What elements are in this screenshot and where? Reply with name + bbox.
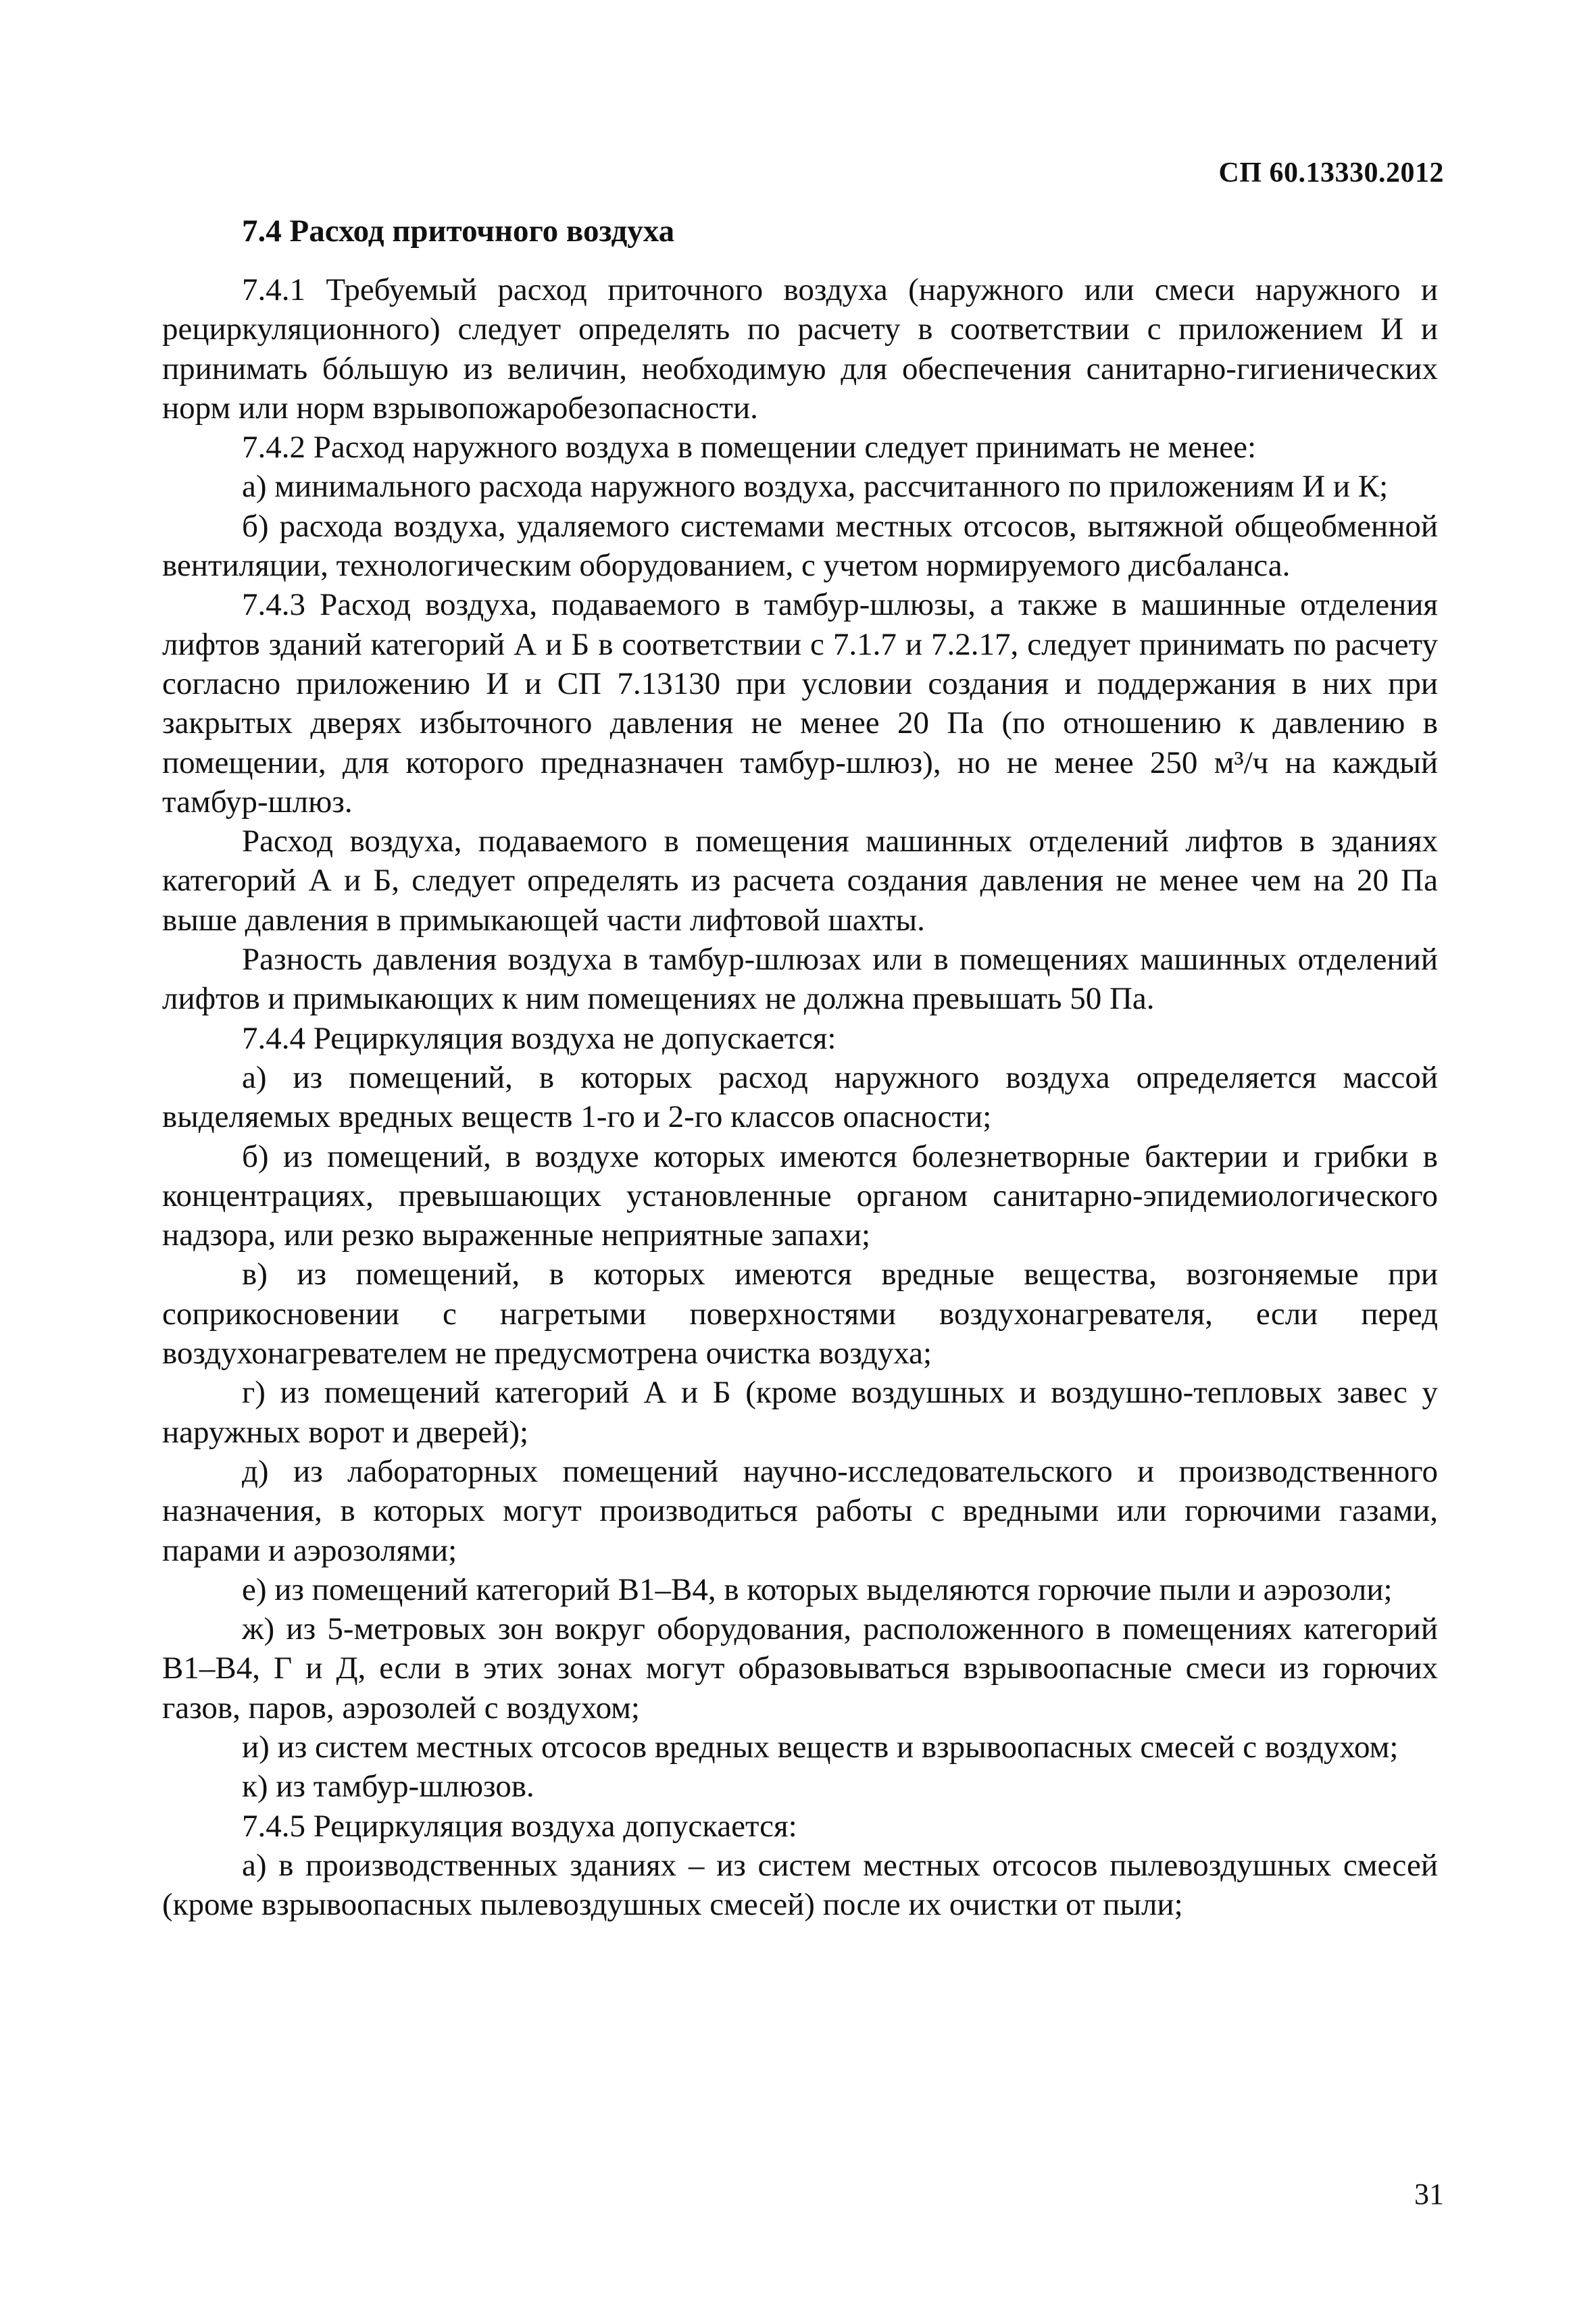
paragraph: 7.4.5 Рециркуляция воздуха допускается: xyxy=(242,1808,797,1844)
paragraph: 7.4.4 Рециркуляция воздуха не допускается: xyxy=(242,1020,837,1056)
paragraph: Разность давления воздуха в тамбур-шлюзах или в помещениях машинных отделений лифтов и примыкающих к ним помещениях не должна превышать 50 Па. xyxy=(162,942,1438,1017)
paragraph: г) из помещений категорий А и Б (кроме воздушных и воздушно-тепловых завес у наружных ворот и дверей); xyxy=(162,1375,1438,1450)
paragraph: а) из помещений, в которых расход наружного воздуха определяется массой выделяемых вредных веществ 1-го и 2-го классов опасности; xyxy=(162,1059,1438,1135)
paragraph: д) из лабораторных помещений научно-исследовательского и производственного назначения, в которых могут производиться работы с вредными или горючими газами, парами и аэрозолями; xyxy=(162,1453,1438,1568)
paragraph: 7.4.2 Расход наружного воздуха в помещении следует принимать не менее: xyxy=(242,430,1257,466)
paragraph: 7.4.1 Требуемый расход приточного воздуха (наружного или смеси наружного и рециркуляционного) следует определять по расчету в соответствии с приложением И и принимать бóльшую из величин, необходимую для обеспечения санитарно-гигиенических норм или норм взрывопожаробезопасности. xyxy=(162,272,1438,426)
document-body xyxy=(162,270,1438,1924)
paragraph: б) из помещений, в воздухе которых имеются болезнетворные бактерии и грибки в концентрациях, превышающих установленные органом санитарно-эпидемиологического надзора, или резко выраженные неприятные запахи; xyxy=(162,1138,1438,1253)
section-title: 7.4 Расход приточного воздуха xyxy=(242,213,675,249)
paragraph: ж) из 5-метровых зон вокруг оборудования, расположенного в помещениях категорий В1–В4, Г и Д, если в этих зонах могут образовываться взрывоопасные смеси из горючих газов, паров, аэрозолей с воздухом; xyxy=(162,1611,1438,1726)
paragraph: а) в производственных зданиях – из систем местных отсосов пылевоздушных смесей (кроме взрывоопасных пылевоздушных смесей) после их очистки от пыли; xyxy=(162,1847,1438,1923)
page-number: 31 xyxy=(1414,2178,1444,2211)
paragraph: а) минимального расхода наружного воздуха, рассчитанного по приложениям И и К; xyxy=(242,469,1389,505)
document-code: СП 60.13330.2012 xyxy=(1218,157,1444,188)
paragraph: к) из тамбур-шлюзов. xyxy=(242,1769,534,1805)
paragraph: е) из помещений категорий В1–В4, в которых выделяются горючие пыли и аэрозоли; xyxy=(242,1571,1393,1607)
paragraph: 7.4.3 Расход воздуха, подаваемого в тамбур-шлюзы, а также в машинные отделения лифтов зданий категорий А и Б в соответствии с 7.1.7 и 7.2.17, следует принимать по расчету согласно приложению И и СП 7.13130 при условии создания и поддержания в них при закрытых дверях избыточного давления не менее 20 Па (по отношению к давлению в помещении, для которого предназначен тамбур-шлюз), но не менее 250 м³/ч на каждый тамбур-шлюз. xyxy=(162,587,1438,820)
paragraph: б) расхода воздуха, удаляемого системами местных отсосов, вытяжной общеобменной вентиляции, технологическим оборудованием, с учетом нормируемого дисбаланса. xyxy=(162,508,1438,584)
paragraph: и) из систем местных отсосов вредных веществ и взрывоопасных смесей с воздухом; xyxy=(242,1729,1399,1765)
paragraph: Расход воздуха, подаваемого в помещения машинных отделений лифтов в зданиях категорий А и Б, следует определять из расчета создания давления не менее чем на 20 Па выше давления в примыкающей части лифтовой шахты. xyxy=(162,824,1438,938)
paragraph: в) из помещений, в которых имеются вредные вещества, возгоняемые при соприкосновении с нагретыми поверхностями воздухонагревателя, если перед воздухонагревателем не предусмотрена очистка воздуха; xyxy=(162,1257,1438,1372)
